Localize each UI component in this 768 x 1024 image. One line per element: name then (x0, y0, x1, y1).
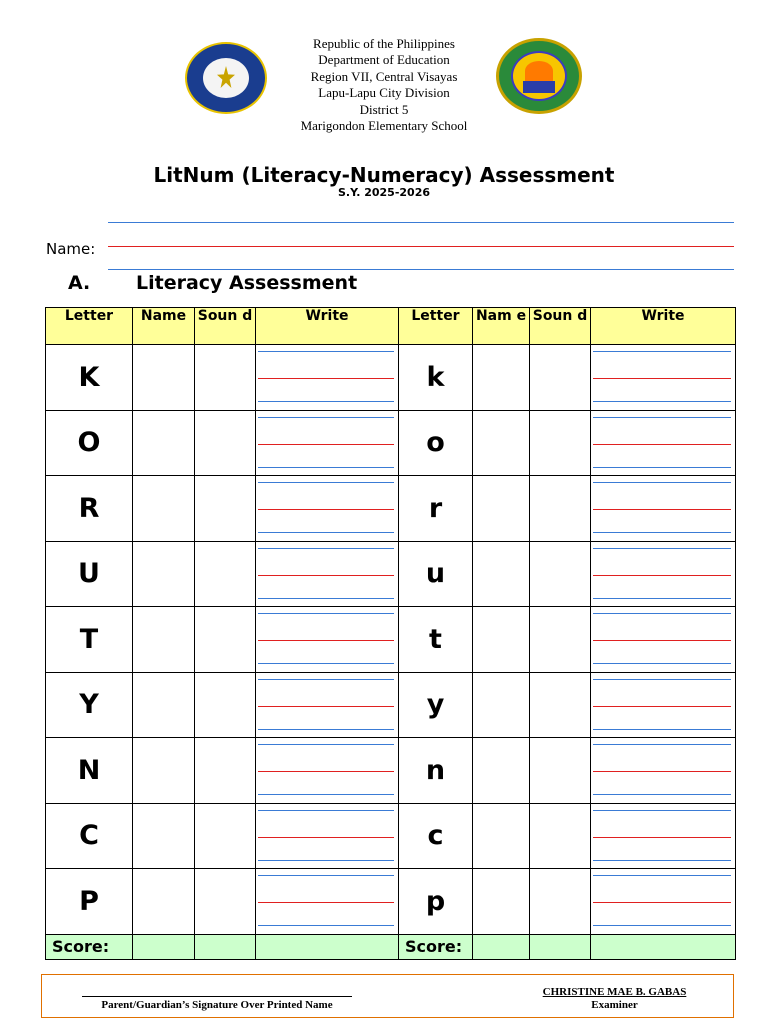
sound-cell[interactable] (195, 672, 256, 738)
write-guide-line (258, 482, 394, 483)
sound-cell[interactable] (195, 410, 256, 476)
letterhead-line: Republic of the Philippines (313, 36, 455, 51)
letterhead-line: Region VII, Central Visayas (310, 68, 458, 84)
header-letter: Letter (399, 308, 473, 345)
table-row (46, 607, 736, 673)
write-midline (593, 771, 731, 772)
sound-cell[interactable] (195, 541, 256, 607)
write-guide-line (593, 613, 731, 614)
header-name: Nam e (473, 308, 530, 345)
letterhead-line: Department of Education (318, 52, 450, 68)
uppercase-letter: Y (46, 672, 133, 738)
parent-signature-label: Parent/Guardian’s Signature Over Printed Name (101, 999, 333, 1011)
name-field[interactable] (108, 246, 734, 247)
score-label: Score: (46, 934, 133, 959)
parent-signature-line[interactable] (82, 996, 352, 997)
name-cell[interactable] (473, 869, 530, 935)
write-cell[interactable] (256, 410, 399, 476)
write-midline (258, 509, 394, 510)
write-cell[interactable] (591, 738, 736, 804)
write-midline (258, 575, 394, 576)
write-cell[interactable] (256, 541, 399, 607)
score-cell[interactable] (195, 934, 256, 959)
write-guide-line (593, 875, 731, 876)
header-write: Write (256, 308, 399, 345)
uppercase-letter: O (46, 410, 133, 476)
write-guide-line (593, 810, 731, 811)
write-midline (593, 706, 731, 707)
division-seal-icon (185, 42, 267, 114)
header-sound: Soun d (530, 308, 591, 345)
write-guide-line (258, 729, 394, 730)
write-cell[interactable] (256, 345, 399, 411)
write-guide-line (593, 729, 731, 730)
write-midline (593, 837, 731, 838)
write-guide-line (593, 351, 731, 352)
write-guide-line (258, 532, 394, 533)
section-title: Literacy Assessment (136, 272, 358, 294)
school-seal-icon (496, 38, 582, 114)
write-guide-line (258, 548, 394, 549)
letterhead-line: Marigondon Elementary School (300, 118, 468, 134)
write-guide-line (258, 417, 394, 418)
write-guide-line (258, 598, 394, 599)
sound-cell[interactable] (195, 476, 256, 542)
write-guide-line (258, 401, 394, 402)
examiner-name: CHRISTINE MAE B. GABAS (542, 986, 687, 998)
uppercase-letter: K (46, 345, 133, 411)
write-guide-line (593, 482, 731, 483)
write-cell[interactable] (256, 607, 399, 673)
write-guide-line (593, 663, 731, 664)
write-guide-line (258, 925, 394, 926)
write-cell[interactable] (256, 672, 399, 738)
write-guide-line (258, 794, 394, 795)
signature-box (41, 974, 734, 1018)
header-write: Write (591, 308, 736, 345)
lowercase-letter: c (399, 803, 473, 869)
name-cell[interactable] (133, 541, 195, 607)
sound-cell[interactable] (195, 607, 256, 673)
score-label: Score: (399, 934, 473, 959)
header-letter: Letter (46, 308, 133, 345)
name-cell[interactable] (133, 607, 195, 673)
literacy-table (45, 307, 736, 960)
write-midline (593, 575, 731, 576)
write-cell[interactable] (591, 803, 736, 869)
name-cell[interactable] (473, 738, 530, 804)
name-cell[interactable] (473, 607, 530, 673)
page-title: LitNum (Literacy-Numeracy) Assessment (153, 163, 615, 187)
write-guide-line (593, 744, 731, 745)
write-guide-line (593, 860, 731, 861)
write-guide-line (258, 744, 394, 745)
write-midline (258, 771, 394, 772)
name-guide-bottom (108, 269, 734, 270)
table-row (46, 803, 736, 869)
name-cell[interactable] (133, 476, 195, 542)
table-row (46, 410, 736, 476)
score-cell[interactable] (256, 934, 399, 959)
write-midline (593, 640, 731, 641)
write-guide-line (593, 532, 731, 533)
name-guide-top (108, 222, 734, 223)
name-cell[interactable] (473, 672, 530, 738)
letterhead-text (270, 36, 498, 134)
sound-cell[interactable] (530, 476, 591, 542)
score-cell[interactable] (473, 934, 530, 959)
table-header-row (46, 308, 736, 345)
write-cell[interactable] (256, 803, 399, 869)
uppercase-letter: T (46, 607, 133, 673)
uppercase-letter: R (46, 476, 133, 542)
name-label: Name: (46, 240, 96, 258)
name-cell[interactable] (473, 803, 530, 869)
write-midline (593, 378, 731, 379)
name-cell[interactable] (473, 476, 530, 542)
score-row (46, 934, 736, 959)
name-cell[interactable] (133, 869, 195, 935)
lowercase-letter: o (399, 410, 473, 476)
table-row (46, 476, 736, 542)
name-cell[interactable] (473, 541, 530, 607)
write-midline (258, 640, 394, 641)
write-midline (593, 444, 731, 445)
write-guide-line (593, 467, 731, 468)
sound-cell[interactable] (530, 345, 591, 411)
write-midline (258, 444, 394, 445)
write-midline (593, 509, 731, 510)
name-cell[interactable] (133, 345, 195, 411)
write-midline (593, 902, 731, 903)
table-row (46, 738, 736, 804)
write-midline (258, 378, 394, 379)
name-cell[interactable] (473, 410, 530, 476)
lowercase-letter: r (399, 476, 473, 542)
header-sound: Soun d (195, 308, 256, 345)
table-row (46, 672, 736, 738)
lowercase-letter: n (399, 738, 473, 804)
uppercase-letter: P (46, 869, 133, 935)
write-guide-line (593, 401, 731, 402)
write-cell[interactable] (591, 607, 736, 673)
name-cell[interactable] (133, 410, 195, 476)
lowercase-letter: k (399, 345, 473, 411)
write-cell[interactable] (256, 476, 399, 542)
write-cell[interactable] (591, 476, 736, 542)
lowercase-letter: p (399, 869, 473, 935)
sound-cell[interactable] (530, 410, 591, 476)
write-guide-line (258, 467, 394, 468)
sound-cell[interactable] (195, 345, 256, 411)
name-cell[interactable] (473, 345, 530, 411)
write-cell[interactable] (256, 738, 399, 804)
sound-cell[interactable] (530, 738, 591, 804)
write-guide-line (258, 860, 394, 861)
sound-cell[interactable] (530, 672, 591, 738)
score-cell[interactable] (591, 934, 736, 959)
write-guide-line (593, 548, 731, 549)
score-cell[interactable] (530, 934, 591, 959)
uppercase-letter: N (46, 738, 133, 804)
letterhead-line: District 5 (359, 101, 409, 117)
write-midline (258, 837, 394, 838)
school-year: S.Y. 2025-2026 (337, 186, 431, 199)
letterhead-line: Lapu-Lapu City Division (318, 85, 450, 101)
sound-cell[interactable] (195, 869, 256, 935)
write-guide-line (593, 417, 731, 418)
write-cell[interactable] (591, 410, 736, 476)
write-guide-line (258, 875, 394, 876)
name-cell[interactable] (133, 738, 195, 804)
sound-cell[interactable] (530, 541, 591, 607)
name-cell[interactable] (133, 803, 195, 869)
write-midline (258, 902, 394, 903)
write-guide-line (593, 794, 731, 795)
table-row (46, 869, 736, 935)
sound-cell[interactable] (530, 803, 591, 869)
write-cell[interactable] (591, 345, 736, 411)
write-guide-line (258, 679, 394, 680)
write-cell[interactable] (256, 869, 399, 935)
name-cell[interactable] (133, 672, 195, 738)
uppercase-letter: C (46, 803, 133, 869)
score-cell[interactable] (133, 934, 195, 959)
lowercase-letter: u (399, 541, 473, 607)
write-cell[interactable] (591, 869, 736, 935)
write-guide-line (593, 925, 731, 926)
examiner-role: Examiner (591, 999, 638, 1011)
write-guide-line (258, 810, 394, 811)
letterhead (0, 36, 768, 136)
write-cell[interactable] (591, 672, 736, 738)
table-row (46, 541, 736, 607)
uppercase-letter: U (46, 541, 133, 607)
write-guide-line (258, 351, 394, 352)
write-guide-line (258, 663, 394, 664)
sound-cell[interactable] (195, 803, 256, 869)
write-guide-line (593, 679, 731, 680)
write-guide-line (593, 598, 731, 599)
table-row (46, 345, 736, 411)
sound-cell[interactable] (530, 869, 591, 935)
sound-cell[interactable] (530, 607, 591, 673)
write-cell[interactable] (591, 541, 736, 607)
header-name: Name (133, 308, 195, 345)
write-midline (258, 706, 394, 707)
sound-cell[interactable] (195, 738, 256, 804)
section-letter: A. (68, 272, 91, 294)
write-guide-line (258, 613, 394, 614)
lowercase-letter: y (399, 672, 473, 738)
lowercase-letter: t (399, 607, 473, 673)
